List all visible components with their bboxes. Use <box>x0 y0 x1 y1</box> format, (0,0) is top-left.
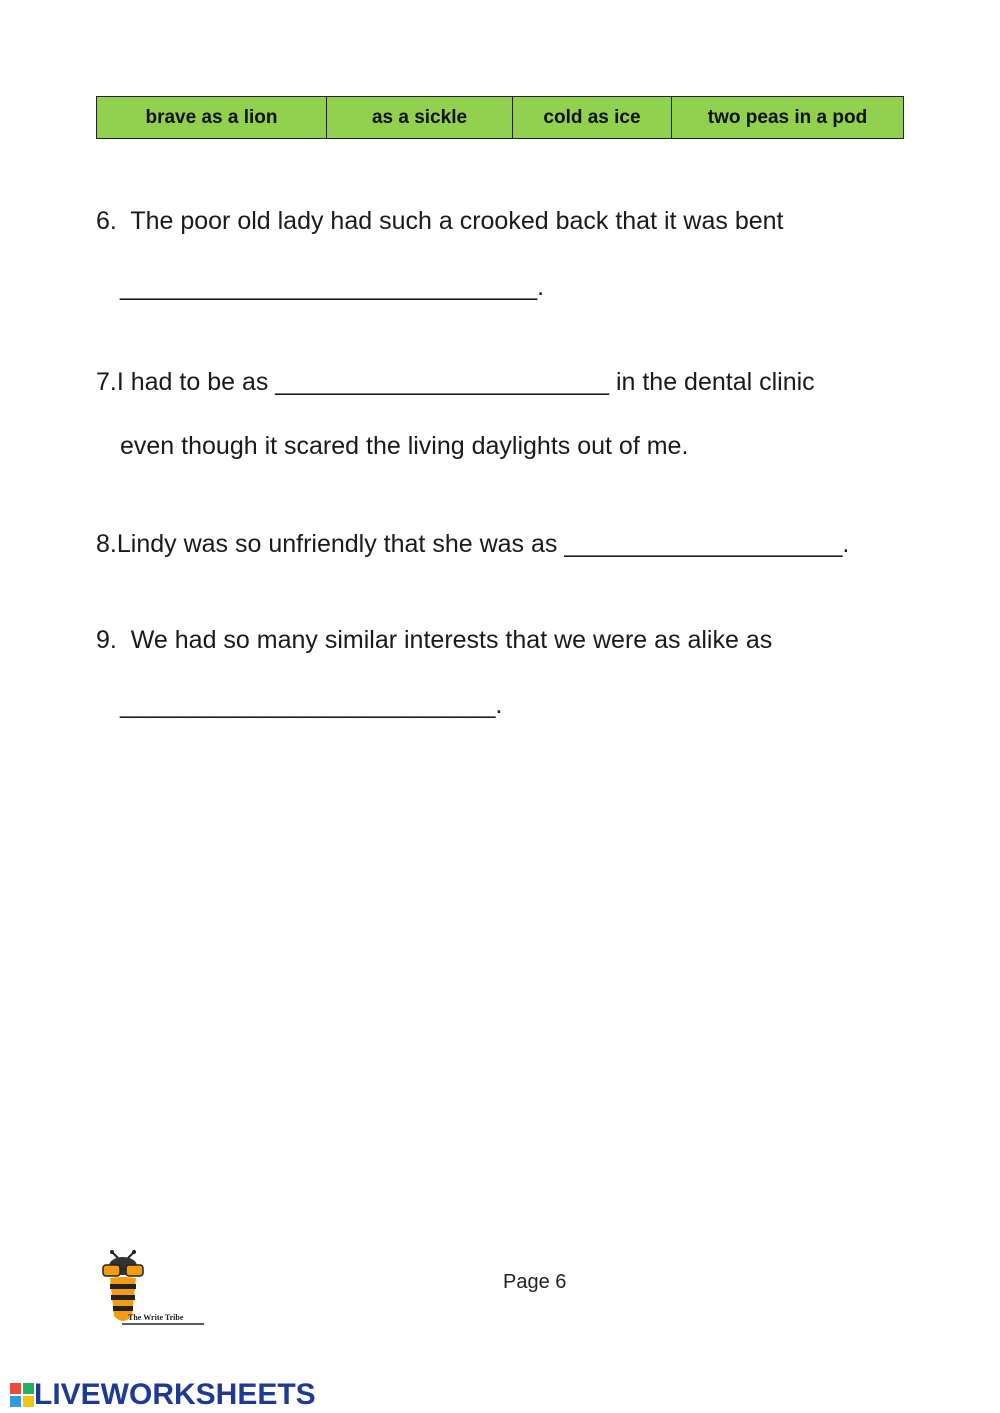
question-9-answer-line[interactable]: ___________________________. <box>120 691 503 719</box>
word-bank-cell: as a sickle <box>327 97 513 138</box>
word-bank-cell: cold as ice <box>513 97 672 138</box>
question-6-answer-line[interactable]: ______________________________. <box>120 273 545 301</box>
question-8 <box>96 530 849 559</box>
question-7 <box>96 368 815 397</box>
bee-logo-icon <box>98 1250 208 1330</box>
liveworksheets-logo-icon <box>10 1383 34 1407</box>
brand-text: LIVEWORKSHEETS <box>34 1378 316 1411</box>
question-text: We had so many similar interests that we were as alike as <box>130 626 773 654</box>
liveworksheets-brand[interactable] <box>10 1378 316 1412</box>
word-bank-cell: brave as a lion <box>97 97 327 138</box>
question-number: 8. <box>96 530 117 558</box>
question-text[interactable]: I had to be as ________________________ in the dental clinic <box>116 368 815 396</box>
question-6 <box>96 207 784 236</box>
logo-text: The Write Tribe <box>128 1313 184 1322</box>
word-bank-cell: two peas in a pod <box>672 97 903 138</box>
question-text[interactable]: Lindy was so unfriendly that she was as ____________________. <box>116 530 850 558</box>
question-9 <box>96 626 772 655</box>
page-number: Page 6 <box>503 1271 567 1293</box>
question-text: The poor old lady had such a crooked back that it was bent <box>130 207 784 235</box>
question-number: 6. <box>96 207 117 235</box>
word-bank-table <box>96 96 904 139</box>
question-number: 7. <box>96 368 117 396</box>
question-number: 9. <box>96 626 117 654</box>
question-7-continuation: even though it scared the living daylights out of me. <box>120 432 689 460</box>
